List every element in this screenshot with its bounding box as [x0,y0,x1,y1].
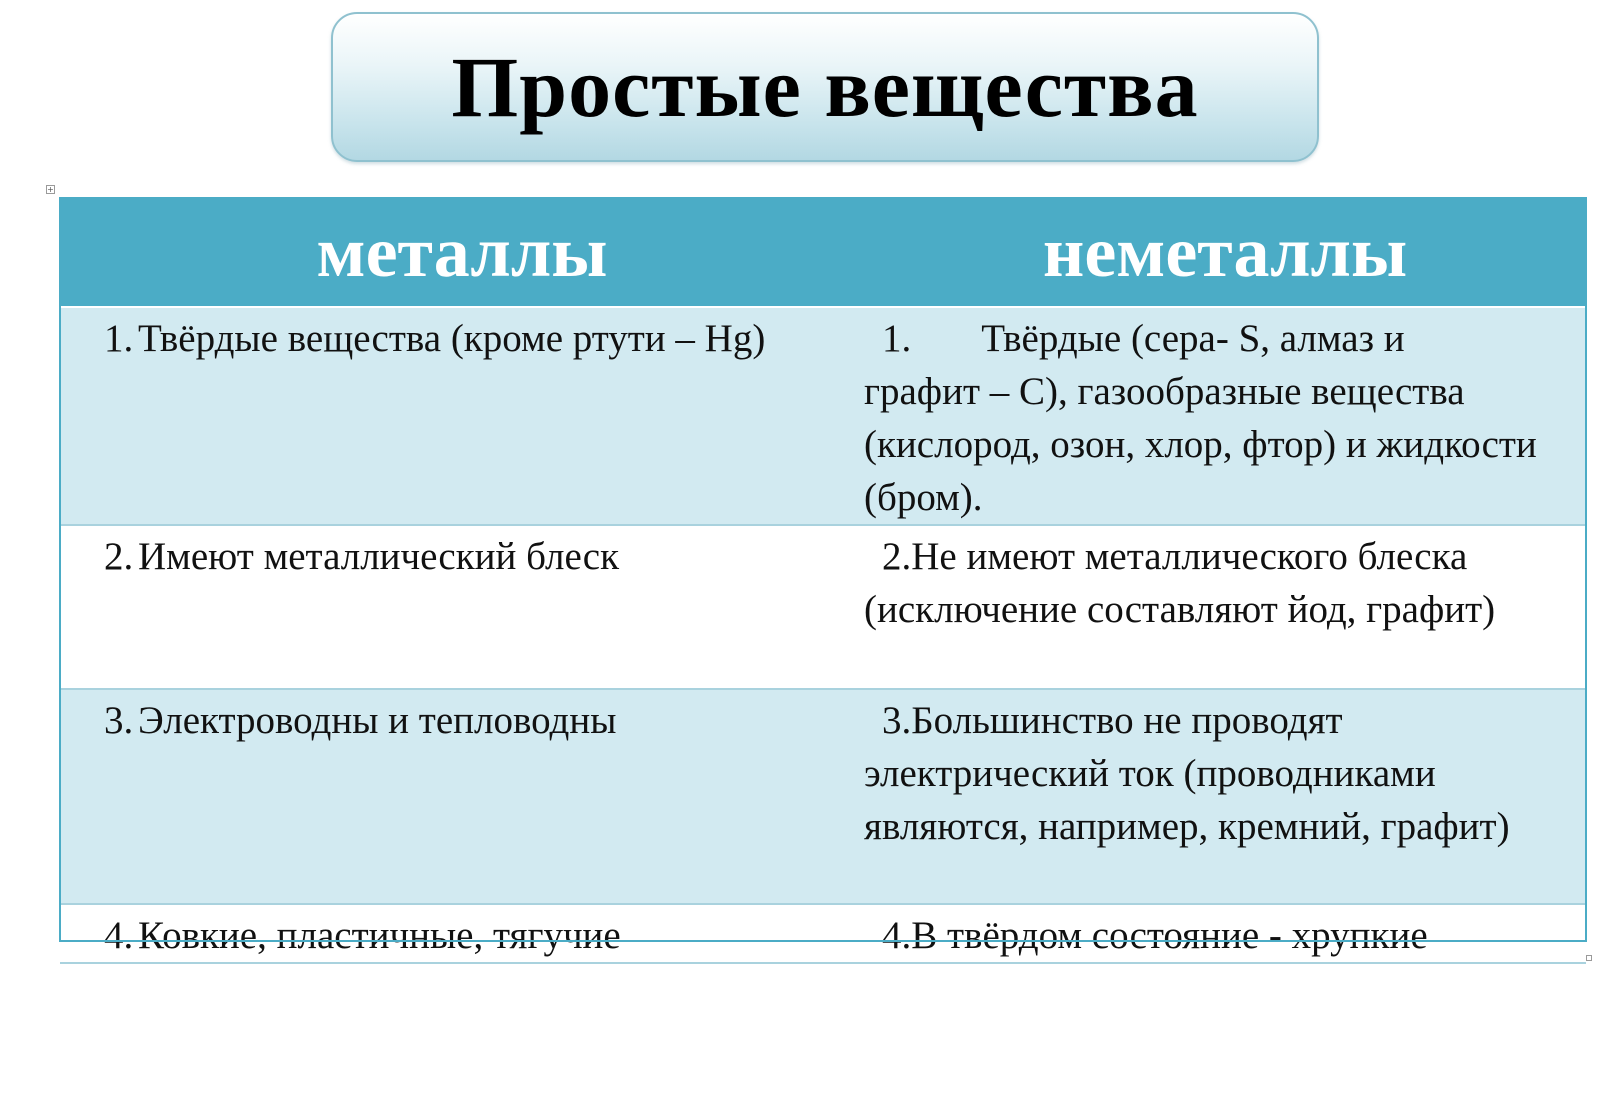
header-nonmetals: неметаллы [864,198,1586,307]
item-number: 3. [104,699,134,742]
table-row [60,525,1586,689]
title-banner [331,12,1319,162]
table-row [60,689,1586,904]
nonmetals-cell [864,307,1586,525]
table-row [60,904,1586,963]
item-continuation: электрический ток (проводниками являются, например, кремний, графит) [864,752,1510,848]
item-number: 1. [882,317,912,360]
item-number: 2. [882,535,912,578]
nonmetals-cell [864,689,1586,904]
nonmetals-cell [864,904,1586,963]
nonmetals-cell [864,525,1586,689]
table-resize-handle-icon[interactable] [1586,955,1592,961]
item-text: Имеют металлический блеск [138,535,620,578]
header-metals: металлы [60,198,864,307]
item-text: Электроводны и тепловодны [138,699,617,742]
page-title: Простые вещества [451,39,1199,135]
item-number: 4. [882,914,912,957]
item-number: 1. [104,317,134,360]
item-text: Твёрдые вещества (кроме ртути – Hg) [138,317,766,360]
item-number: 2. [104,535,134,578]
item-first-line [864,909,1580,962]
item-continuation: (исключение составляют йод, графит) [864,588,1496,631]
metals-cell [60,307,864,525]
item-number: 3. [882,699,912,742]
comparison-table [60,198,1586,964]
metals-cell [60,904,864,963]
item-first-line [864,694,1580,747]
table-row [60,307,1586,525]
metals-cell [60,689,864,904]
item-first-line [864,530,1580,583]
item-first-line [864,312,1580,365]
item-text: Большинство не проводят [911,699,1343,742]
table-move-handle-icon[interactable]: + [47,185,54,194]
item-number: 4. [104,914,134,957]
item-text: Ковкие, пластичные, тягучие [138,914,621,957]
item-text: Твёрдые (сера- S, алмаз и [981,317,1405,360]
item-text: В твёрдом состояние - хрупкие [911,914,1428,957]
metals-cell [60,525,864,689]
table-header-row [60,198,1586,307]
item-text: Не имеют металлического блеска [911,535,1468,578]
item-continuation: графит – С), газообразные вещества (кислород, озон, хлор, фтор) и жидкости (бром). [864,370,1537,519]
